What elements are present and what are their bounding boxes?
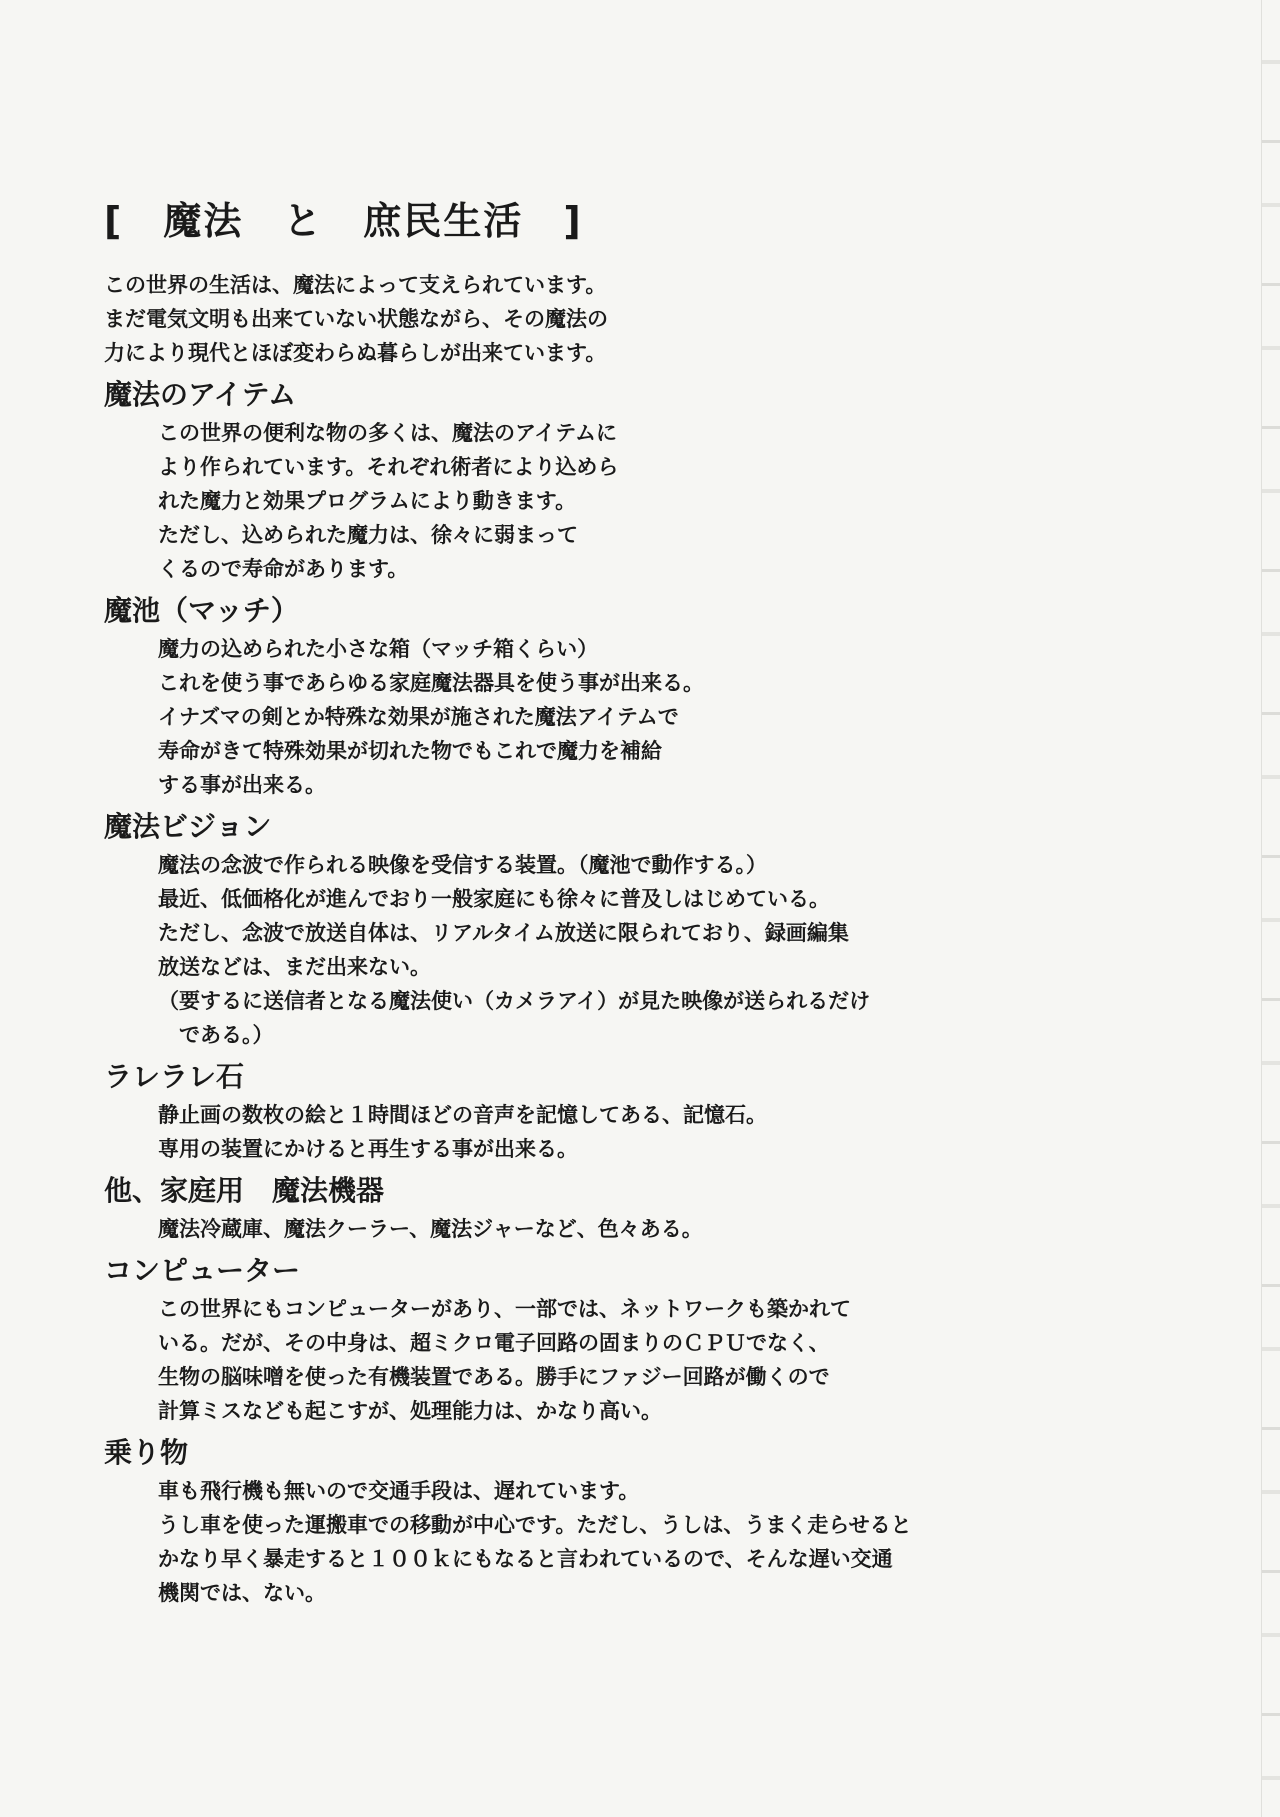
body-line: 魔法の念波で作られる映像を受信する装置。（魔池で動作する。） <box>158 853 767 877</box>
section-body <box>104 1098 1104 1166</box>
section-magic-vision <box>104 806 1104 1052</box>
body-line: れた魔力と効果プログラムにより動きます。 <box>158 489 577 513</box>
section-body <box>104 1474 1104 1610</box>
section-vehicles <box>104 1432 1104 1610</box>
body-line: （要するに送信者となる魔法使い（カメラアイ）が見た映像が送られるだけ <box>158 989 871 1013</box>
section-heading: ラレラレ石 <box>104 1060 245 1093</box>
body-line: うし車を使った運搬車での移動が中心です。ただし、うしは、うまく走らせると <box>158 1513 912 1537</box>
body-line: この世界にもコンピューターがあり、一部では、ネットワークも築かれて <box>158 1297 851 1321</box>
section-body <box>104 1292 1104 1428</box>
body-line: 静止画の数枚の絵と１時間ほどの音声を記憶してある、記憶石。 <box>158 1103 767 1127</box>
body-line: ただし、込められた魔力は、徐々に弱まって <box>158 523 578 547</box>
section-rarerare-stone <box>104 1056 1104 1166</box>
section-heading: 魔法のアイテム <box>104 378 297 411</box>
intro-line: この世界の生活は、魔法によって支えられています。 <box>104 273 607 297</box>
body-line: する事が出来る。 <box>158 773 326 797</box>
section-body <box>104 848 1104 1052</box>
body-line: である。） <box>158 1023 274 1047</box>
section-computer <box>104 1250 1104 1428</box>
body-line: いる。だが、その中身は、超ミクロ電子回路の固まりのＣＰＵでなく、 <box>158 1331 830 1355</box>
body-line: くるので寿命があります。 <box>158 557 409 581</box>
body-line: この世界の便利な物の多くは、魔法のアイテムに <box>158 421 618 445</box>
body-line: 放送などは、まだ出来ない。 <box>158 955 431 979</box>
section-magic-battery <box>104 590 1104 802</box>
section-heading: 乗り物 <box>104 1436 189 1469</box>
body-line: より作られています。それぞれ術者により込めら <box>158 455 619 479</box>
section-body <box>104 632 1104 802</box>
body-line: 最近、低価格化が進んでおり一般家庭にも徐々に普及しはじめている。 <box>158 887 830 911</box>
paper-edge <box>1261 0 1280 1817</box>
page-title: [ 魔法 と 庶民生活 ] <box>104 199 583 243</box>
body-line: 車も飛行機も無いので交通手段は、遅れています。 <box>158 1479 640 1503</box>
section-magic-items <box>104 374 1104 586</box>
intro-line: まだ電気文明も出来ていない状態ながら、その魔法の <box>104 307 608 331</box>
body-line: 魔法冷蔵庫、魔法クーラー、魔法ジャーなど、色々ある。 <box>158 1217 703 1241</box>
section-heading: コンピューター <box>104 1254 301 1287</box>
body-line: かなり早く暴走すると１００ｋにもなると言われているので、そんな遅い交通 <box>158 1547 893 1571</box>
body-line: 魔力の込められた小さな箱（マッチ箱くらい） <box>158 637 599 661</box>
intro-paragraph <box>104 268 1104 370</box>
body-line: 寿命がきて特殊効果が切れた物でもこれで魔力を補給 <box>158 739 662 763</box>
section-body <box>104 416 1104 586</box>
body-line: これを使う事であらゆる家庭魔法器具を使う事が出来る。 <box>158 671 704 695</box>
section-heading: 魔池（マッチ） <box>104 594 299 627</box>
body-line: 生物の脳味噌を使った有機装置である。勝手にファジー回路が働くので <box>158 1365 830 1389</box>
section-heading: 魔法ビジョン <box>104 810 272 843</box>
body-line: 機関では、ない。 <box>158 1581 326 1605</box>
body-line: イナズマの剣とか特殊な効果が施された魔法アイテムで <box>158 705 679 729</box>
document-content <box>104 268 1104 1610</box>
body-line: 専用の装置にかけると再生する事が出来る。 <box>158 1137 578 1161</box>
section-heading: 他、家庭用 魔法機器 <box>104 1174 385 1207</box>
body-line: 計算ミスなども起こすが、処理能力は、かなり高い。 <box>158 1399 662 1423</box>
intro-line: 力により現代とほぼ変わらぬ暮らしが出来ています。 <box>104 341 607 365</box>
section-body <box>104 1212 1104 1246</box>
body-line: ただし、念波で放送自体は、リアルタイム放送に限られており、録画編集 <box>158 921 849 945</box>
section-household-magic <box>104 1170 1104 1246</box>
